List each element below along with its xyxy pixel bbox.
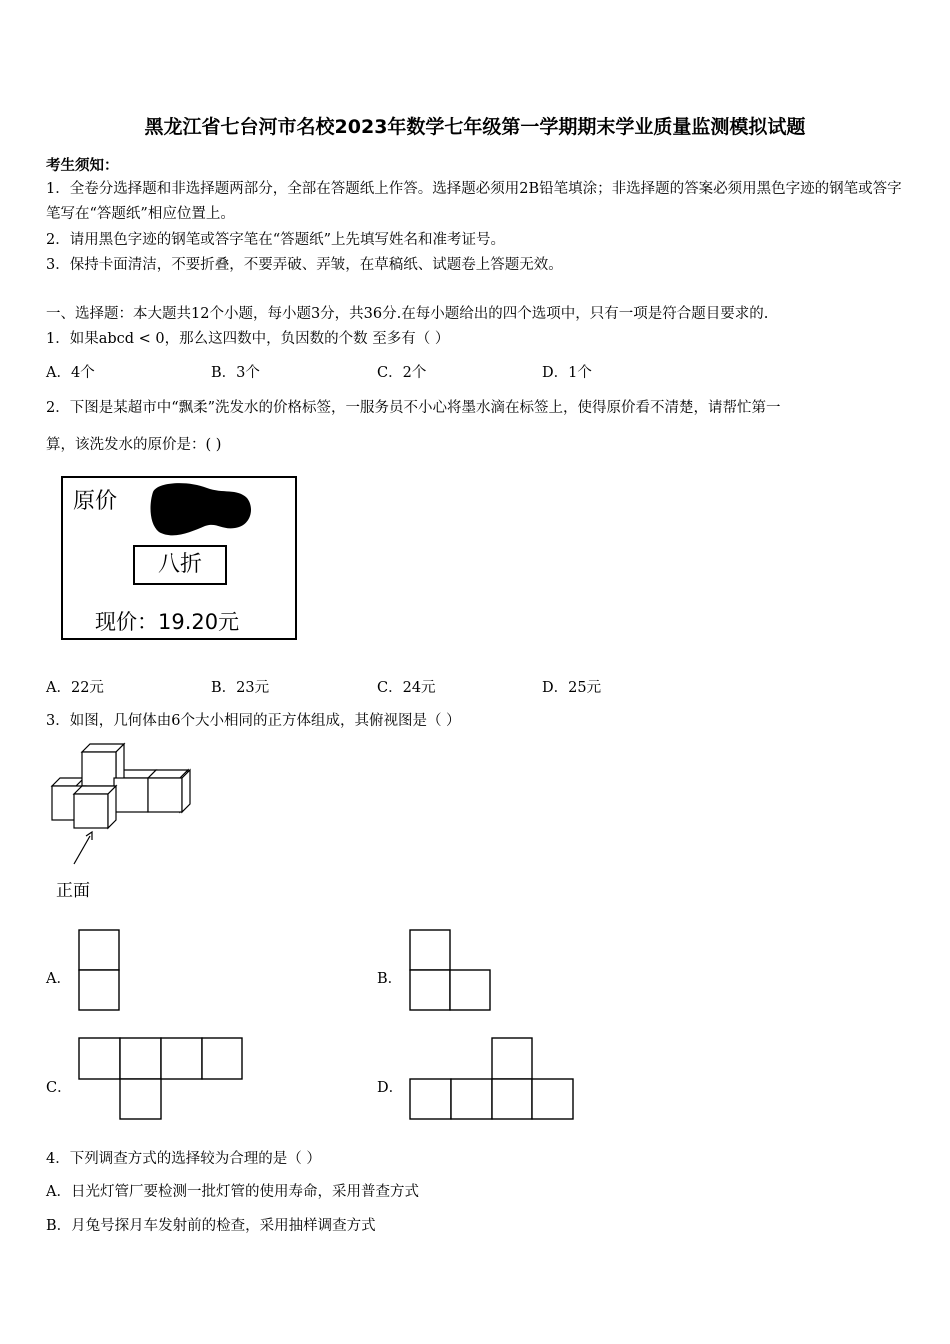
q3-option-d-figure[interactable] [409, 1037, 575, 1121]
q2-option-d[interactable]: D．25元 [542, 680, 602, 696]
q1-option-d[interactable]: D．1个 [542, 365, 592, 381]
q3-option-b-figure[interactable] [409, 929, 493, 1013]
q1-stem: 1．如果abcd < 0，那么这四数中，负因数的个数 至多有（ ） [46, 331, 450, 347]
q2-stem-line1: 2．下图是某超市中“飘柔”洗发水的价格标签，一服务员不小心将墨水滴在标签上，使得原价看不清楚，请帮忙第一 [46, 400, 781, 416]
notice-item-3: 3．保持卡面清洁，不要折叠，不要弄破、弄皱，在草稿纸、试题卷上答题无效。 [46, 257, 563, 273]
cube-solid-figure [44, 738, 204, 888]
q2-stem-line2: 算，该洗发水的原价是：( ) [46, 437, 222, 453]
q2-option-b[interactable]: B．23元 [211, 680, 270, 696]
notice-item-1: 1．全卷分选择题和非选择题两部分，全部在答题纸上作答。选择题必须用2B铅笔填涂；非选择题的答案必须用黑色字迹的钢笔或答字笔写在“答题纸”相应位置上。 [46, 181, 902, 222]
q1-option-b[interactable]: B．3个 [211, 365, 260, 381]
front-view-label: 正面 [56, 881, 90, 901]
price-tag-current-label: 现价：19.20元 [95, 610, 240, 634]
q1-option-a[interactable]: A．4个 [46, 365, 95, 381]
q3-option-a-label[interactable]: A． [46, 971, 71, 987]
ink-blot-icon [147, 482, 257, 542]
q3-option-a-figure[interactable] [78, 929, 122, 1013]
q4-stem: 4．下列调查方式的选择较为合理的是（ ） [46, 1151, 321, 1167]
page-title: 黑龙江省七台河市名校2023年数学七年级第一学期期末学业质量监测模拟试题 [144, 116, 806, 138]
q2-option-a[interactable]: A．22元 [46, 680, 104, 696]
q3-option-d-label[interactable]: D． [377, 1080, 404, 1096]
q2-option-c[interactable]: C．24元 [377, 680, 436, 696]
notice-item-2: 2．请用黑色字迹的钢笔或答字笔在“答题纸”上先填写姓名和准考证号。 [46, 232, 506, 248]
price-tag-original-label: 原价 [73, 489, 118, 514]
price-tag [61, 476, 297, 640]
notice-heading: 考生须知： [46, 157, 119, 174]
q3-stem: 3．如图，几何体由6个大小相同的正方体组成，其俯视图是（ ） [46, 713, 461, 729]
q4-option-b[interactable]: B．月兔号探月车发射前的检查，采用抽样调查方式 [46, 1218, 376, 1234]
q3-option-b-label[interactable]: B． [377, 971, 403, 987]
q4-option-a[interactable]: A．日光灯管厂要检测一批灯管的使用寿命，采用普查方式 [46, 1184, 419, 1200]
q3-option-c-label[interactable]: C． [46, 1080, 72, 1096]
discount-box: 八折 [133, 545, 227, 585]
q3-option-c-figure[interactable] [78, 1037, 244, 1121]
section-1-heading: 一、选择题：本大题共12个小题，每小题3分，共36分.在每小题给出的四个选项中，只有一项是符合题目要求的. [46, 306, 769, 322]
q1-option-c[interactable]: C．2个 [377, 365, 427, 381]
